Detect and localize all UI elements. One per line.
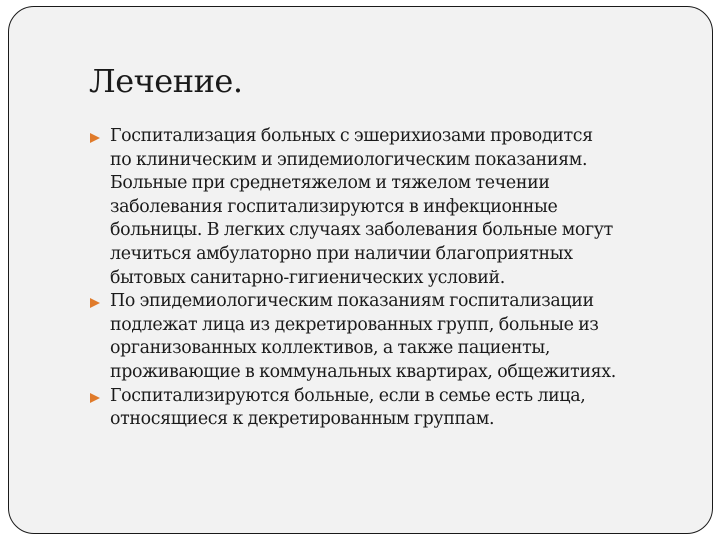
bullet-text: По эпидемиологическим показаниям госпитализации подлежат лица из декретированных групп, больные из организованных коллективов, а также пациенты, проживающие в коммунальных квартирах, общежитиях. bbox=[110, 291, 616, 382]
bullet-item bbox=[87, 290, 687, 384]
bullet-text: Госпитализируются больные, если в семье есть лица, относящиеся к декретированным группам. bbox=[110, 385, 586, 430]
slide-title: Лечение. bbox=[89, 62, 243, 100]
bullet-list bbox=[87, 125, 687, 432]
triangle-bullet-icon bbox=[90, 133, 100, 143]
bullet-item bbox=[87, 385, 687, 432]
triangle-bullet-icon bbox=[90, 298, 100, 308]
triangle-bullet-icon bbox=[90, 393, 100, 403]
bullet-item bbox=[87, 125, 687, 290]
bullet-text: Госпитализация больных с эшерихиозами проводится по клиническим и эпидемиологическим показаниям. Больные при среднетяжелом и тяжелом течении заболевания госпитализируются в инфекционные больницы. В легких случаях заболевания больные могут лечиться амбулаторно при наличии благоприятных бытовых санитарно-гигиенических условий. bbox=[110, 126, 613, 288]
slide-frame bbox=[8, 6, 713, 534]
